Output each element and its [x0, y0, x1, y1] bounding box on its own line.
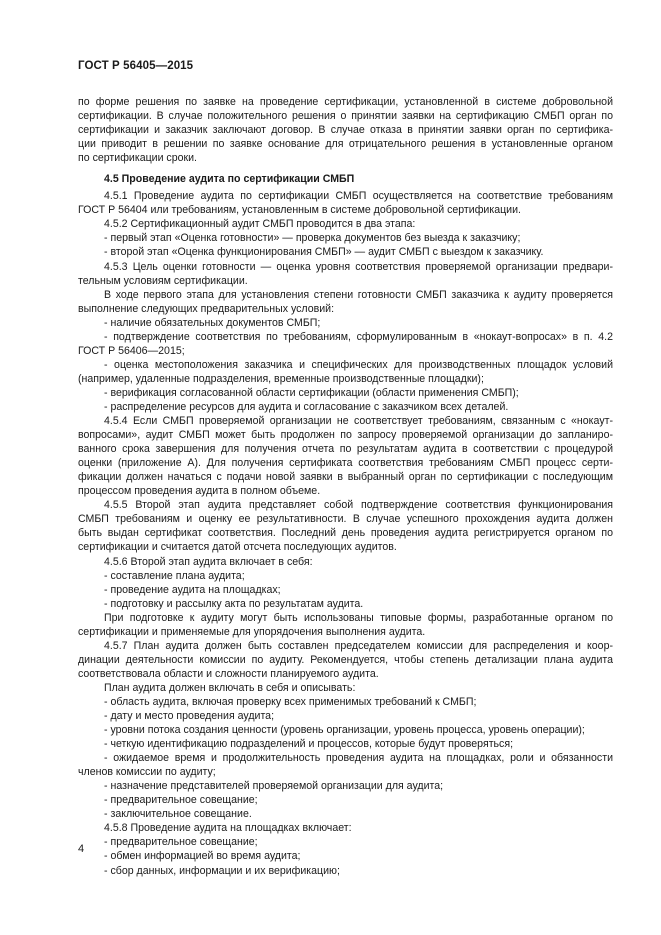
text-line: ванного срока завершения для получения отчета по результатам аудита в соответствии с процедурой — [78, 443, 613, 456]
text-line: по форме решения по заявке на проведение сертификации, установленной в системе добровольной — [78, 96, 613, 108]
text-line: - предварительное совещание; — [104, 794, 258, 807]
text-line: - подтверждение соответствия по требованиям, сформулированным в «нокаут-вопросах» в п. 4.2 — [104, 330, 613, 343]
text-line: 4.5.2 Сертификационный аудит СМБП проводится в два этапа: — [104, 218, 416, 231]
text-line: соответствовала области и сложности планируемого аудита. — [78, 667, 379, 680]
text-line: сертификации и применяемые для упорядочения выполнения аудита. — [78, 625, 426, 638]
text-line: 4.5.4 Если СМБП проверяемой организации не соответствует требованиям, связанным с «нокаут- — [104, 415, 613, 428]
text-line: - предварительное совещание; — [104, 836, 258, 849]
text-line: ГОСТ Р 56404 или требованиям, установленным в системе добровольной сертификации. — [78, 204, 521, 217]
text-line: (например, удаленные подразделения, временные производственные площадки); — [78, 372, 484, 385]
text-line: 4.5.7 План аудита должен быть составлен председателем комиссии для распределения и коор- — [104, 639, 613, 652]
text-line: - область аудита, включая проверку всех применимых требований к СМБП; — [104, 695, 477, 708]
text-line: 4.5.5 Второй этап аудита представляет собой подтверждение соответствия функционирования — [104, 499, 613, 512]
text-line: вопросами», аудит СМБП может быть продолжен по запросу проверяемой организации до запланиро- — [78, 429, 613, 442]
text-line: - оценка местоположения заказчика и специфических для производственных площадок условий — [104, 358, 613, 371]
text-line: - уровни потока создания ценности (уровень организации, уровень процесса, уровень операции); — [104, 724, 585, 737]
text-line: членов комиссии по аудиту; — [78, 766, 216, 779]
text-line: - проведение аудита на площадках; — [104, 583, 281, 596]
document-header: ГОСТ Р 56405—2015 — [78, 60, 194, 72]
text-line: СМБП требованиям и оценку ее результативности. В случае успешного прохождения аудита должен — [78, 513, 613, 526]
text-line: - ожидаемое время и продолжительность проведения аудита на площадках, роли и обязанности — [104, 752, 613, 765]
text-line: динации деятельности комиссии по аудиту. Рекомендуется, чтобы степень детализации плана аудита — [78, 653, 613, 666]
text-line: 4.5.1 Проведение аудита по сертификации СМБП осуществляется на соответствие требованиям — [104, 190, 613, 203]
text-line: - сбор данных, информации и их верификацию; — [104, 864, 340, 877]
text-line: быть выдан сертификат соответствия. Последний день проведения аудита регистрируется органом по — [78, 527, 613, 540]
text-line: - первый этап «Оценка готовности» — проверка документов без выезда к заказчику; — [104, 232, 521, 245]
text-line: 4.5.3 Цель оценки готовности — оценка уровня соответствия проверяемой организации предвари- — [104, 260, 613, 273]
text-line: фикации должен начаться с подачи новой заявки в выбранный орган по сертификации с последующим — [78, 471, 613, 484]
text-line: План аудита должен включать в себя и описывать: — [104, 681, 356, 694]
text-line: оценки (приложение А). Для получения сертификата соответствия требованиям СМБП процесс серти- — [78, 457, 613, 470]
text-line: - заключительное совещание. — [104, 808, 252, 821]
text-line: сертификации. В случае положительного решения о принятии заявки на сертификацию СМБП орган по — [78, 110, 613, 123]
text-line: процессом проведения аудита в полном объеме. — [78, 485, 321, 498]
text-line: ГОСТ Р 56406—2015; — [78, 344, 185, 357]
text-line: - верификация согласованной области сертификации (области применения СМБП); — [104, 386, 519, 399]
document-body — [78, 95, 613, 878]
section-heading: 4.5 Проведение аудита по сертификации СМБП — [104, 173, 355, 186]
text-line: тельным условиям сертификации. — [78, 274, 248, 287]
text-line: сертификации и заказчик заключают договор. В случае отказа в принятии заявки орган по сертифика- — [78, 124, 613, 137]
text-line: сертификации и считается датой отсчета последующих аудитов. — [78, 541, 397, 554]
text-line: - четкую идентификацию подразделений и процессов, которые будут проверяться; — [104, 738, 514, 751]
text-line: - подготовку и рассылку акта по результатам аудита. — [104, 597, 364, 610]
text-line: При подготовке к аудиту могут быть использованы типовые формы, разработанные органом по — [104, 611, 613, 624]
text-line: - второй этап «Оценка функционирования СМБП» — аудит СМБП с выездом к заказчику. — [104, 246, 544, 259]
page-number: 4 — [78, 843, 85, 855]
text-line: выполнение следующих предварительных условий: — [78, 302, 335, 315]
text-line: 4.5.6 Второй этап аудита включает в себя: — [104, 555, 313, 568]
text-line: по сертификации сроки. — [78, 152, 198, 165]
text-line: - дату и место проведения аудита; — [104, 710, 275, 723]
text-line: ции приводит в решении по заявке основание для отрицательного решения в установленные органом — [78, 138, 613, 151]
text-line: В ходе первого этапа для установления степени готовности СМБП заказчика к аудиту проверяется — [104, 288, 613, 301]
text-line: - наличие обязательных документов СМБП; — [104, 316, 321, 329]
text-line: - распределение ресурсов для аудита и согласование с заказчиком всех деталей. — [104, 400, 509, 413]
text-line: - назначение представителей проверяемой организации для аудита; — [104, 780, 444, 793]
text-line: - обмен информацией во время аудита; — [104, 850, 301, 863]
text-line: - составление плана аудита; — [104, 569, 245, 582]
text-line: 4.5.8 Проведение аудита на площадках включает: — [104, 822, 352, 835]
